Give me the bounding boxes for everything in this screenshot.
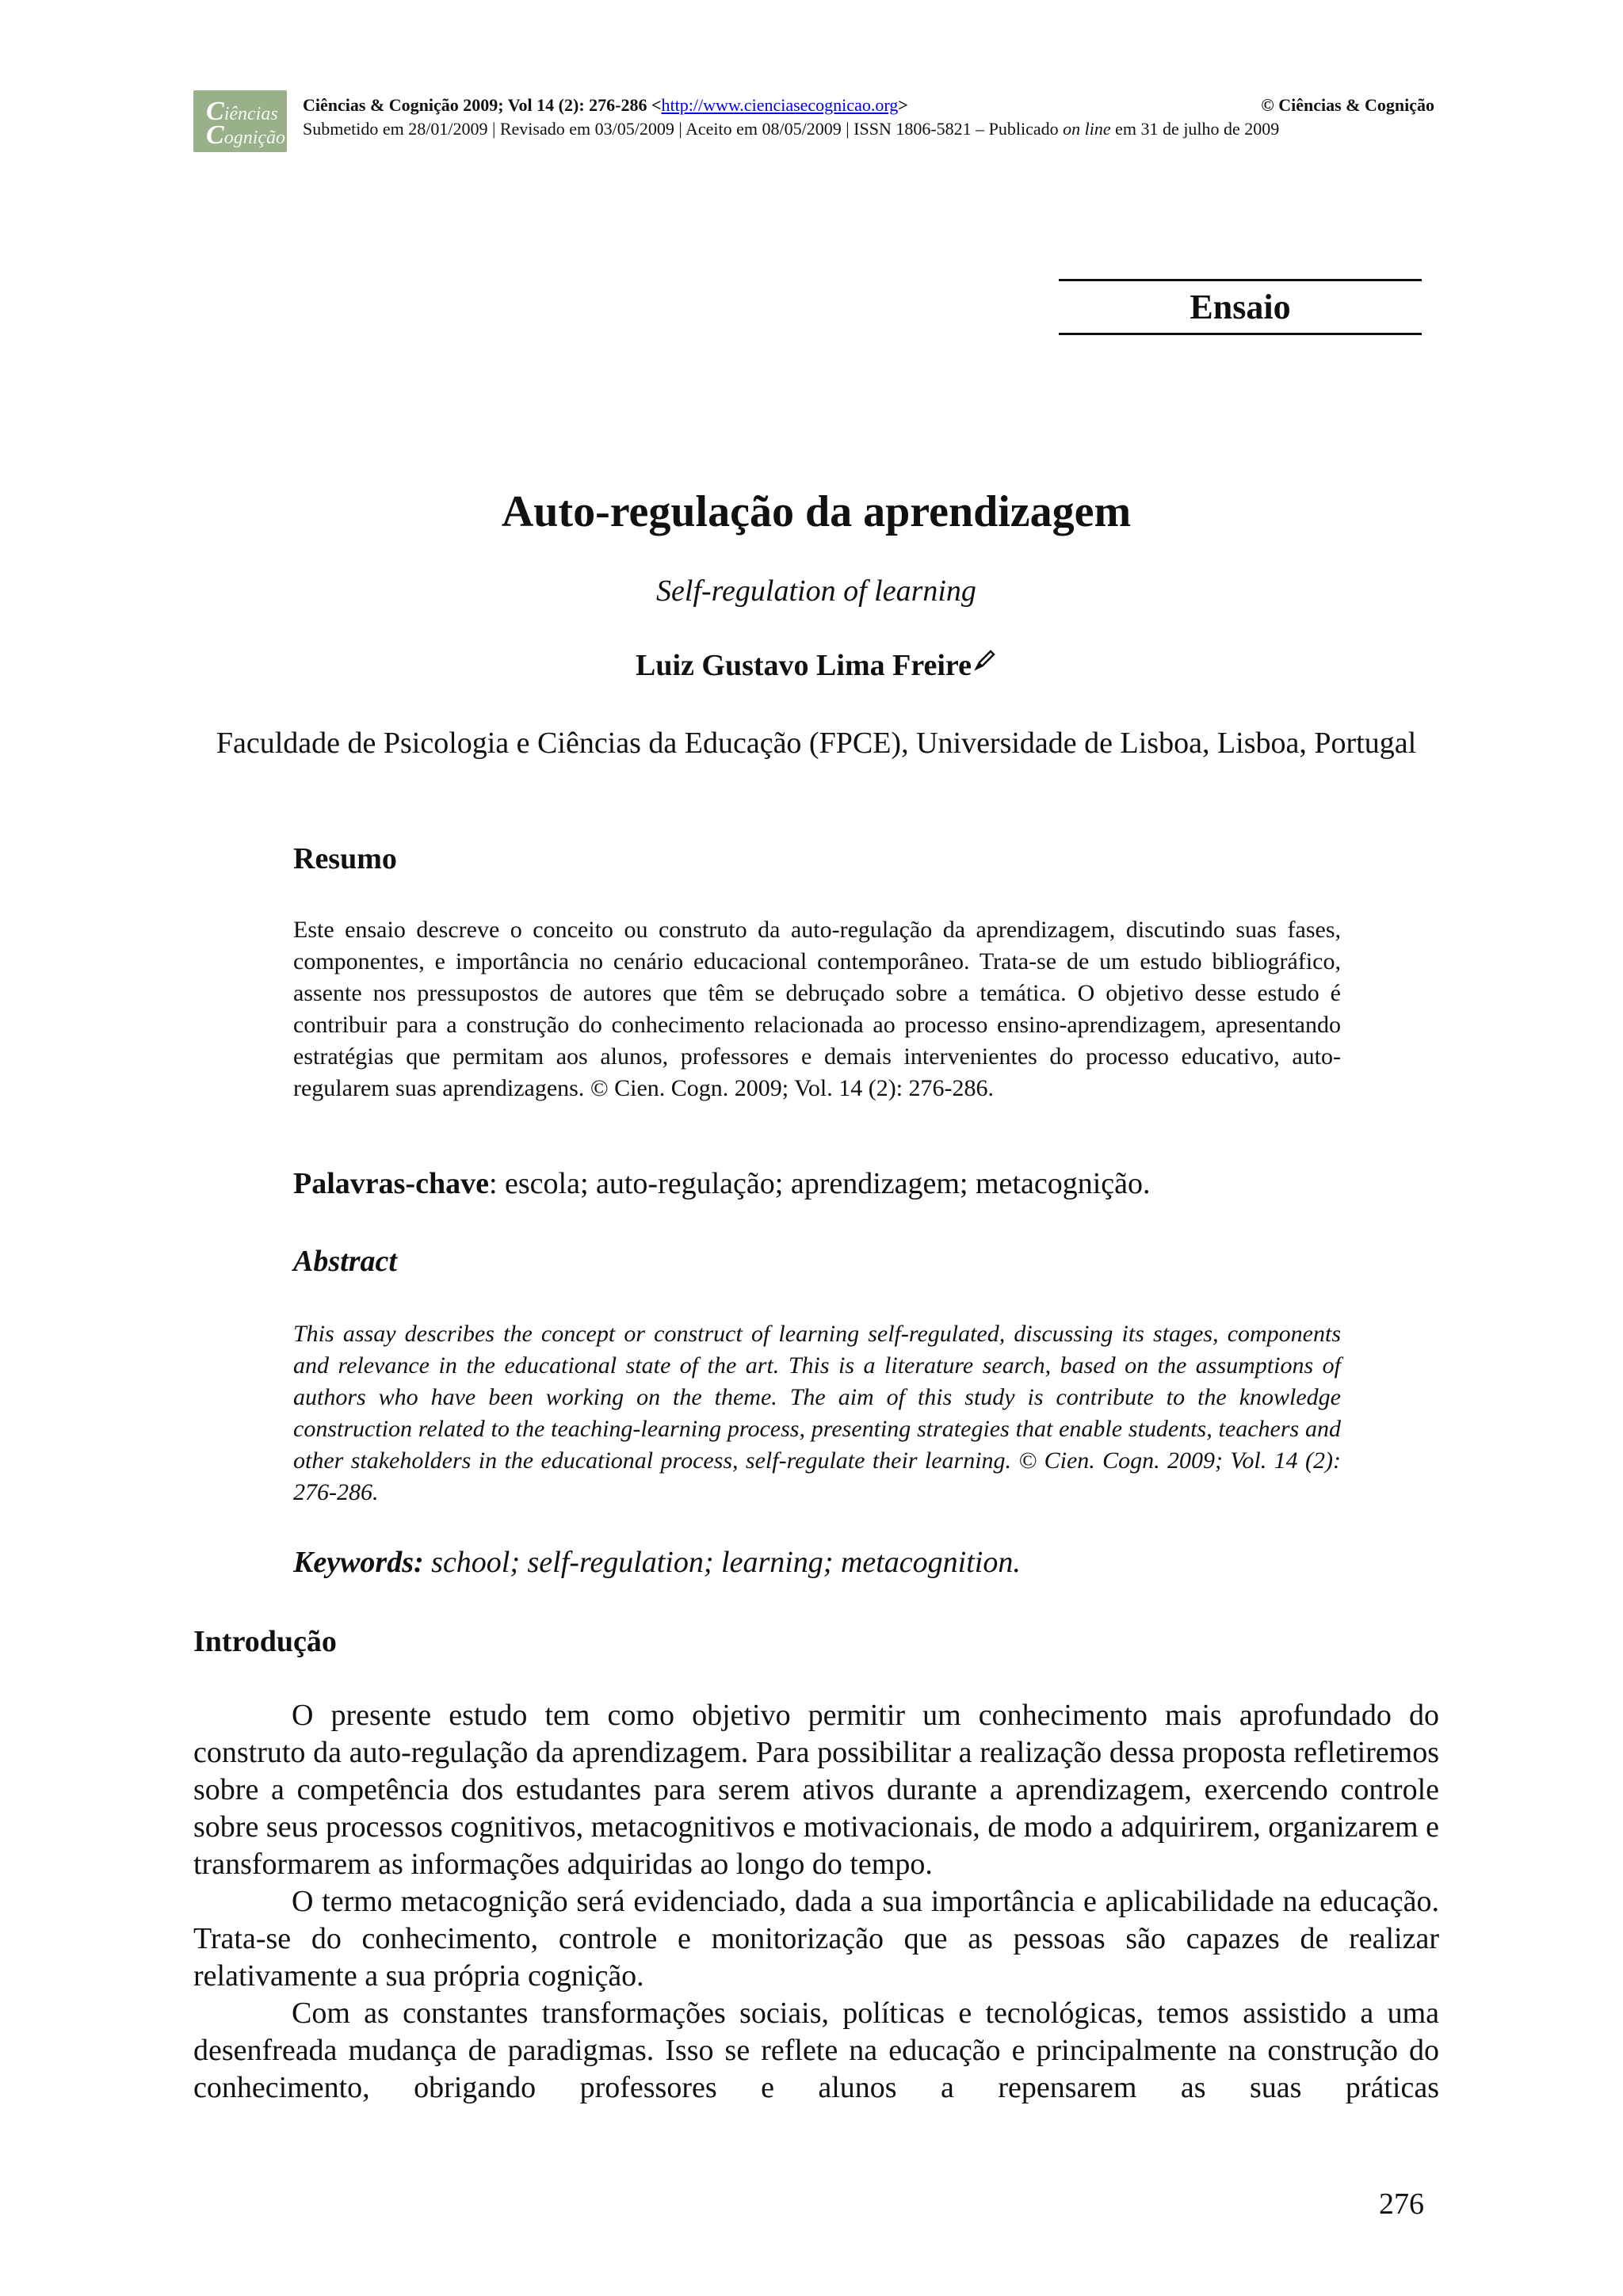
paper-title: Auto-regulação da aprendizagem bbox=[501, 487, 1132, 536]
section-rule-top bbox=[1059, 279, 1422, 281]
journal-url-link[interactable]: http://www.cienciasecognicao.org bbox=[661, 95, 899, 115]
dates-part-1: Submetido em 28/01/2009 | Revisado em 03/05/2009 | Aceito em 08/05/2009 | ISSN 1806-5821 – Publicado bbox=[303, 119, 1064, 139]
page-number: 276 bbox=[1379, 2187, 1424, 2221]
abstract-heading: Abstract bbox=[293, 1245, 397, 1278]
intro-heading: Introdução bbox=[193, 1625, 337, 1658]
submission-dates bbox=[303, 119, 1279, 139]
logo-line-2: Cognição bbox=[206, 120, 286, 150]
logo-line-1: Ciências bbox=[206, 97, 278, 126]
journal-logo bbox=[193, 90, 287, 152]
author-line bbox=[193, 648, 1439, 683]
abstract-body: This assay describes the concept or construct of learning self-regulated, discussing its stages, components and relevance in the educational state of the art. This is a literature search, based on the assumptions of authors who have been working on the theme. The aim of this study is contribute to the knowledge construction related to the teaching-learning process, presenting strategies that enable students, teachers and other stakeholders in the educational process, self-regulate their learning. © Cien. Cogn. 2009; Vol. 14 (2): 276-286. bbox=[293, 1321, 1341, 1505]
citation-end: > bbox=[898, 95, 908, 115]
pen-icon bbox=[973, 648, 997, 672]
resumo-body: Este ensaio descreve o conceito ou construto da auto-regulação da aprendizagem, discutindo suas fases, componentes, e importância no cenário educacional contemporâneo. Trata-se de um estudo bibliográfico, assente nos pressupostos de autores que têm se debruçado sobre a temática. O objetivo desse estudo é contribuir para a construção do conhecimento relacionada ao processo ensino-aprendizagem, apresentando estratégias que permitam aos alunos, professores e demais intervenientes do processo educativo, auto-regularem suas aprendizagens. © Cien. Cogn. 2009; Vol. 14 (2): 276-286. bbox=[293, 917, 1341, 1101]
keywords-en-value: school; self-regulation; learning; metacognition. bbox=[423, 1546, 1021, 1579]
citation-line bbox=[303, 95, 908, 116]
section-rule-bottom bbox=[1059, 333, 1422, 335]
intro-paragraph: Com as constantes transformações sociais, políticas e tecnológicas, temos assistido a uma desenfreada mudança de paradigmas. Isso se reflete na educação e principalmente na construção do conhecimento, obrigando professores e alunos a repensarem as suas práticas bbox=[193, 1997, 1439, 2104]
dates-online: on line bbox=[1063, 119, 1111, 139]
intro-paragraph: O presente estudo tem como objetivo permitir um conhecimento mais aprofundado do construto da auto-regulação da aprendizagem. Para possibilitar a realização dessa proposta refletiremos sobre a competência dos estudantes para serem ativos durante a aprendizagem, exercendo controle sobre seus processos cognitivos, metacognitivos e motivacionais, de modo a adquirirem, organizarem e transformarem as informações adquiridas ao longo do tempo. bbox=[193, 1699, 1439, 1881]
keywords-pt bbox=[293, 1166, 1151, 1201]
keywords-en-label: Keywords: bbox=[293, 1546, 424, 1579]
author-name: Luiz Gustavo Lima Freire bbox=[636, 649, 972, 682]
citation-text: Ciências & Cognição 2009; Vol 14 (2): 276-286 < bbox=[303, 95, 662, 115]
dates-part-2: em 31 de julho de 2009 bbox=[1110, 119, 1280, 139]
author-affiliation: Faculdade de Psicologia e Ciências da Educação (FPCE), Universidade de Lisboa, Lisboa, Portugal bbox=[216, 727, 1417, 760]
keywords-pt-label: Palavras-chave bbox=[293, 1167, 489, 1200]
section-label: Ensaio bbox=[1190, 288, 1291, 326]
keywords-pt-value: : escola; auto-regulação; aprendizagem; metacognição. bbox=[488, 1167, 1151, 1200]
intro-paragraph: O termo metacognição será evidenciado, dada a sua importância e aplicabilidade na educação. Trata-se do conhecimento, controle e monitorização que as pessoas são capazes de realizar relativamente a sua própria cognição. bbox=[193, 1885, 1439, 1993]
intro-body bbox=[193, 1697, 1439, 2107]
resumo-heading: Resumo bbox=[293, 842, 397, 875]
keywords-en bbox=[293, 1545, 1021, 1580]
paper-subtitle: Self-regulation of learning bbox=[656, 574, 976, 608]
copyright-notice: © Ciências & Cognição bbox=[1261, 95, 1434, 115]
